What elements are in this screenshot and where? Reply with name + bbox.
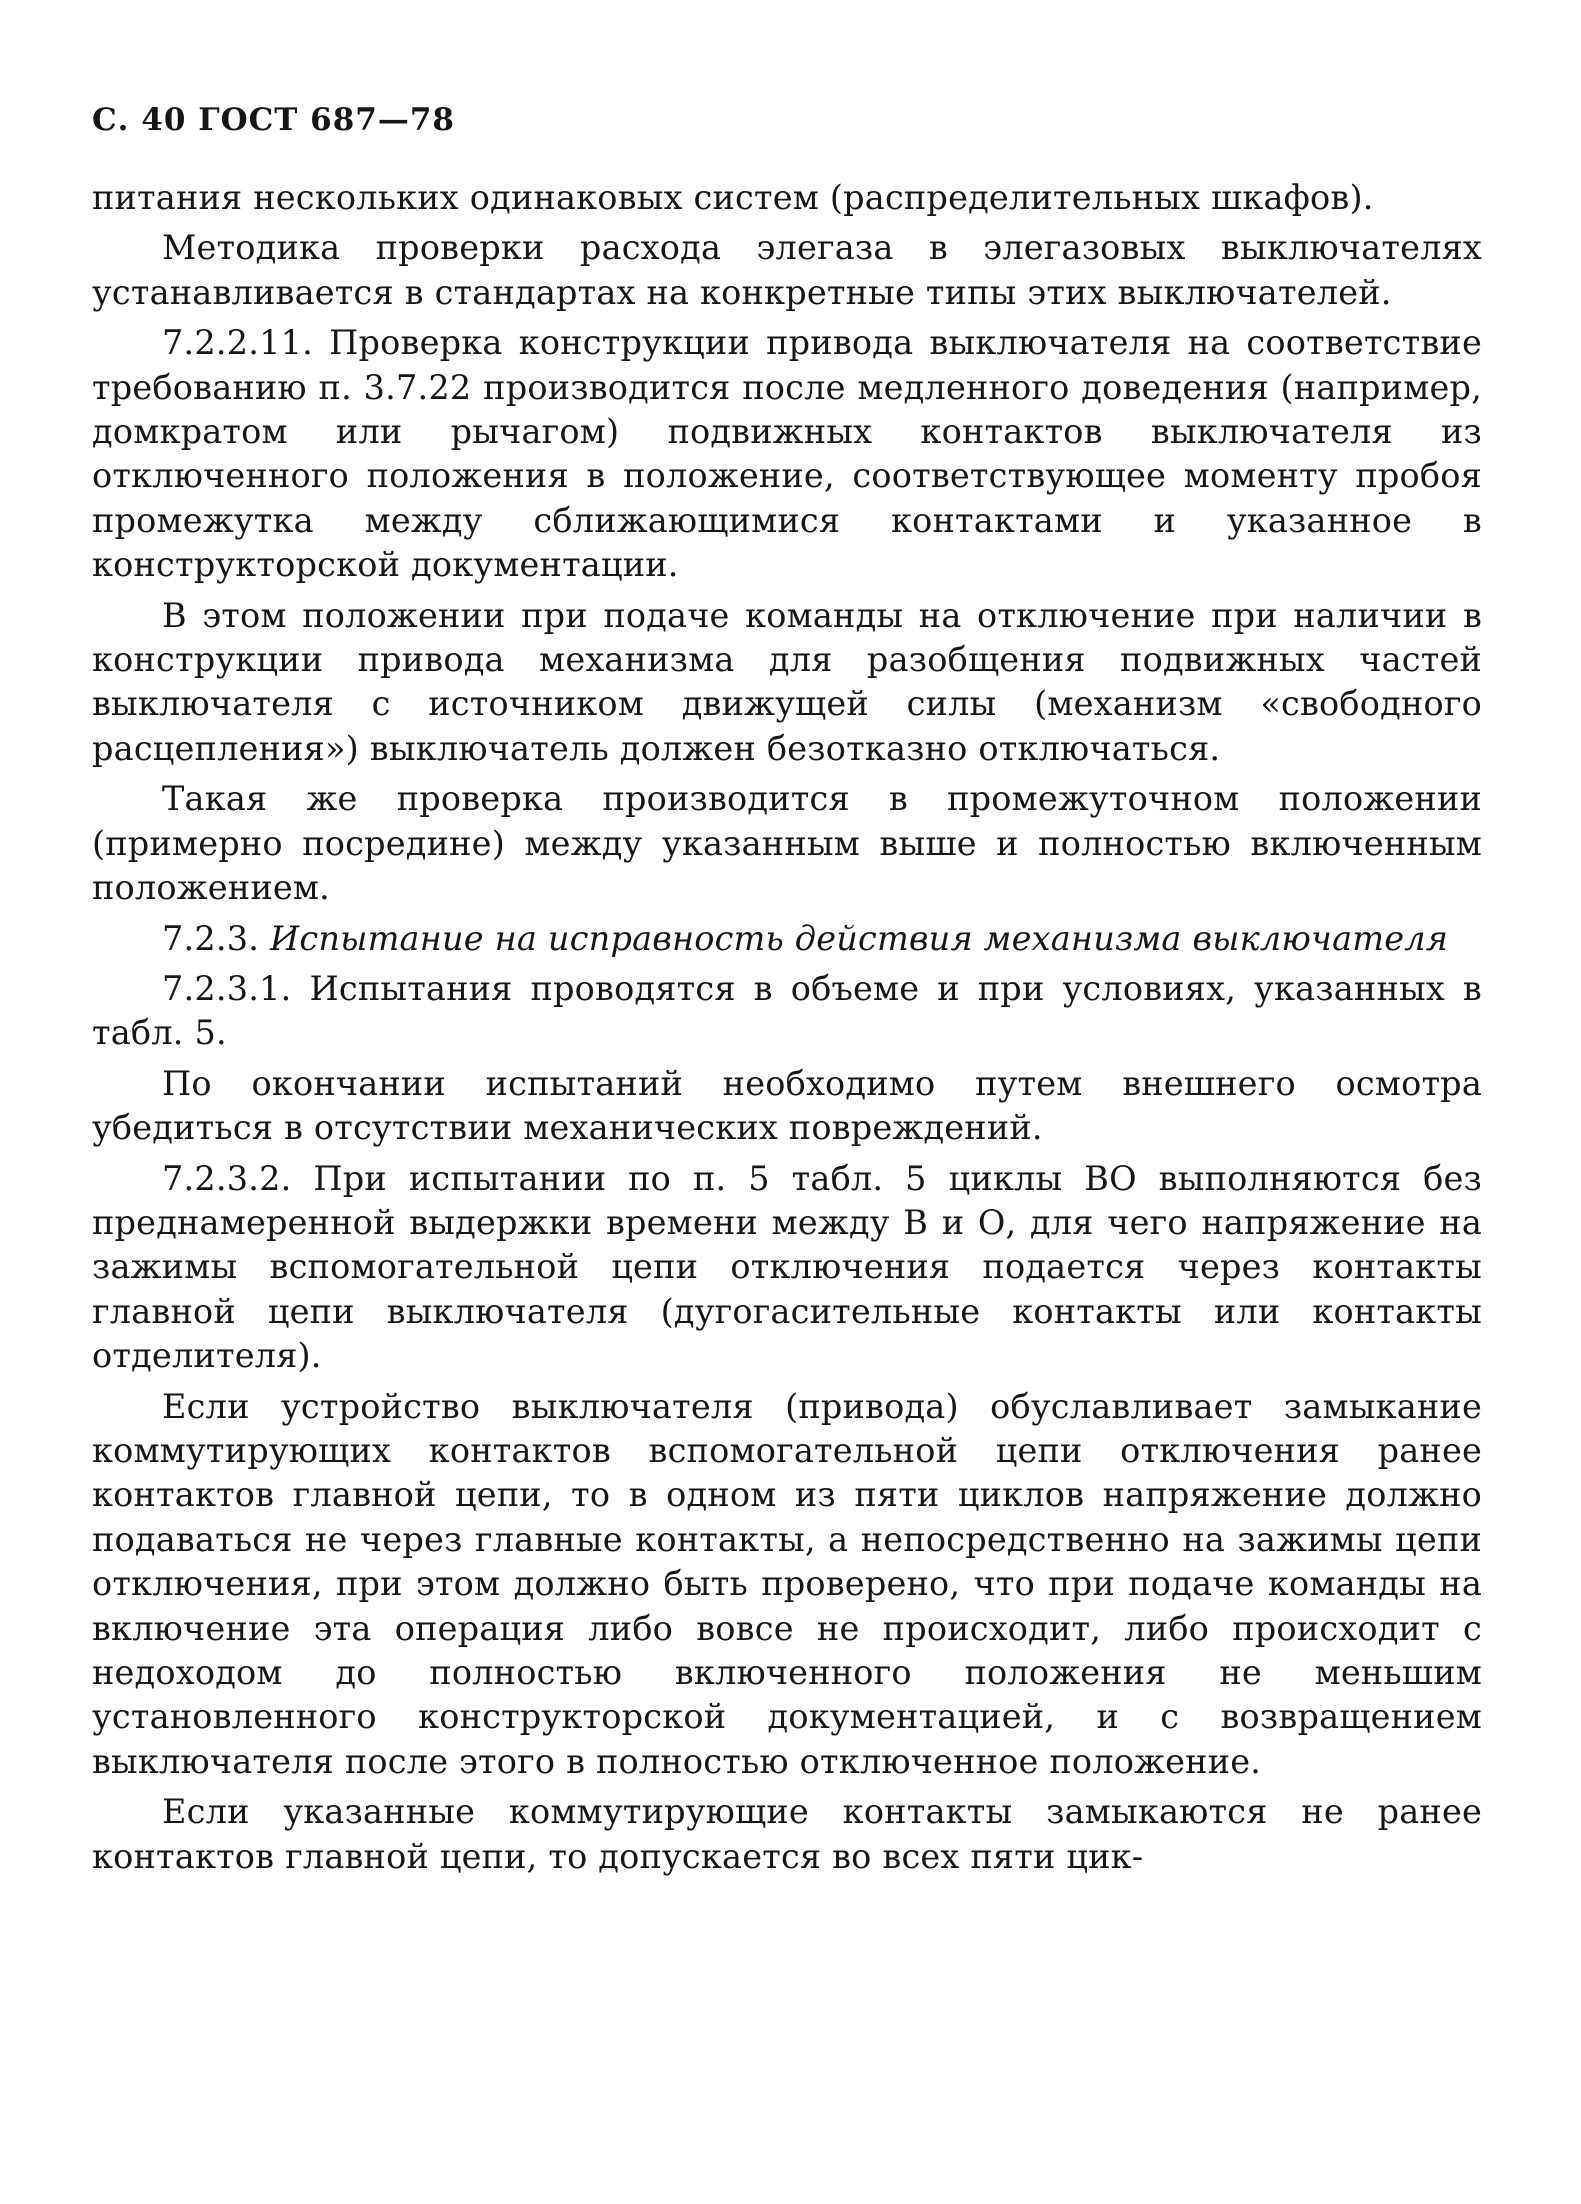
paragraph-7-2-3-2: 7.2.3.2. При испытании по п. 5 табл. 5 циклы ВО выполняются без преднамеренной выдержки времени между В и О, для чего напряжение на зажимы вспомогательной цепи отключения подается через контакты главной цепи выключателя (дугогасительные контакты или контакты отделителя). xyxy=(92,1158,1482,1376)
paragraph-final: Если указанные коммутирующие контакты замыкаются не ранее контактов главной цепи, то допускается во всех пяти цик- xyxy=(92,1792,1482,1876)
paragraph-inspection: По окончании испытаний необходимо путем внешнего осмотра убедиться в отсутствии механических повреждений. xyxy=(92,1063,1482,1148)
paragraph-intermediate-check: Такая же проверка производится в промежуточном положении (примерно посредине) между указанным выше и полностью включенным положением. xyxy=(92,779,1482,908)
paragraph-auxiliary-contacts: Если устройство выключателя (привода) обуславливает замыкание коммутирующих контактов вспомогательной цепи отключения ранее контактов главной цепи, то в одном из пяти циклов напряжение должно подаваться не через главные контакты, а непосредственно на зажимы цепи отключения, при этом должно быть проверено, что при подаче команды на включение эта операция либо вовсе не происходит, либо происходит с недоходом до полностью включенного положения не меньшим установленного конструкторской документацией, и с возвращением выключателя после этого в полностью отключенное положение. xyxy=(92,1386,1482,1781)
section-title: Испытание на исправность действия механизма выключателя xyxy=(269,918,1449,958)
document-page xyxy=(92,100,1482,1885)
paragraph-7-2-2-11: 7.2.2.11. Проверка конструкции привода выключателя на соответствие требованию п. 3.7.22 производится после медленного доведения (например, домкратом или рычагом) подвижных контактов выключателя из отключенного положения в положение, соответствующее моменту пробоя промежутка между сближающимися контактами и указанное в конструкторской документации. xyxy=(92,323,1482,585)
section-number: 7.2.3. xyxy=(162,918,260,958)
paragraph-7-2-3-1: 7.2.3.1. Испытания проводятся в объеме и при условиях, указанных в табл. 5. xyxy=(92,968,1482,1053)
paragraph-free-tripping: В этом положении при подаче команды на отключение при наличии в конструкции привода механизма для разобщения подвижных частей выключателя с источником движущей силы (механизм «свободного расцепления») выключатель должен безотказно отключаться. xyxy=(92,595,1482,768)
paragraph-continuation: питания нескольких одинаковых систем (распределительных шкафов). xyxy=(92,178,1374,217)
page-header: С. 40 ГОСТ 687—78 xyxy=(92,102,455,138)
section-heading-7-2-3 xyxy=(92,917,1482,961)
paragraph-sf6-method: Методика проверки расхода элегаза в элегазовых выключателях устанавливается в стандартах на конкретные типы этих выключателей. xyxy=(92,228,1482,312)
